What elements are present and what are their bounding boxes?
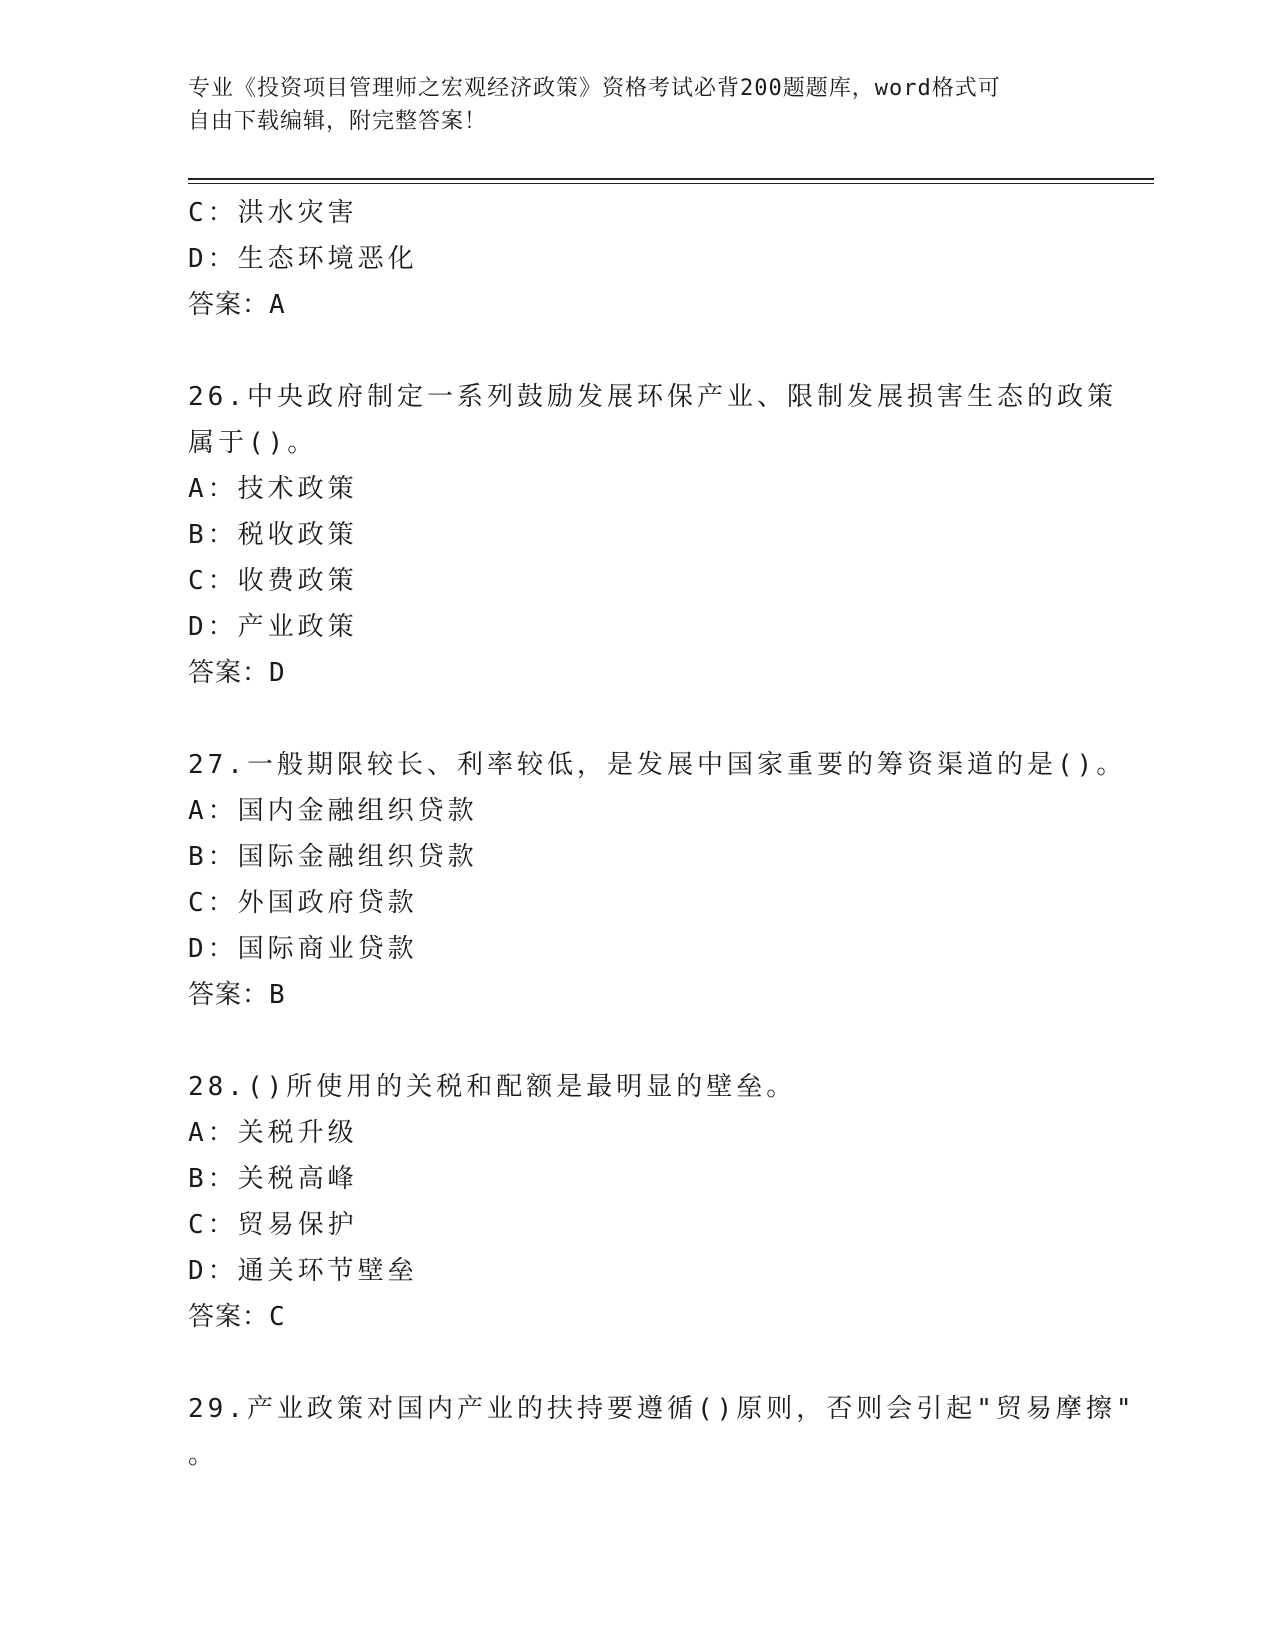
header-divider-thick [188, 178, 1154, 180]
question-block-prev [188, 190, 1088, 328]
option-b: B：国际金融组织贷款 [188, 842, 478, 872]
spacer [188, 1018, 1088, 1064]
option-c: C：洪水灾害 [188, 198, 358, 228]
option-b: B：关税高峰 [188, 1164, 358, 1194]
option-d: D：产业政策 [188, 612, 358, 642]
header-line-1: 专业《投资项目管理师之宏观经济政策》资格考试必背200题题库，word格式可 [188, 76, 1001, 101]
option-c: C：贸易保护 [188, 1210, 358, 1240]
header-line-2: 自由下载编辑，附完整答案！ [188, 109, 488, 134]
question-block-27 [188, 742, 1127, 1018]
option-a: A：技术政策 [188, 474, 358, 504]
option-d: D：国际商业贷款 [188, 934, 418, 964]
option-a: A：关税升级 [188, 1118, 358, 1148]
question-text: 28.()所使用的关税和配额是最明显的壁垒。 [188, 1072, 797, 1102]
question-block-28 [188, 1064, 1088, 1340]
answer-line: 答案：A [188, 290, 286, 320]
answer-line: 答案：B [188, 980, 286, 1010]
header-divider-thin [188, 183, 1154, 184]
answer-line: 答案：D [188, 658, 286, 688]
spacer [188, 696, 1088, 742]
question-text-cont: 。 [188, 1440, 219, 1470]
option-c: C：外国政府贷款 [188, 888, 418, 918]
option-d: D：生态环境恶化 [188, 244, 418, 274]
question-text: 26.中央政府制定一系列鼓励发展环保产业、限制发展损害生态的政策 [188, 382, 1117, 412]
question-text: 29.产业政策对国内产业的扶持要遵循()原则，否则会引起"贸易摩擦" [188, 1394, 1136, 1424]
question-block-29 [188, 1386, 1136, 1478]
option-a: A：国内金融组织贷款 [188, 796, 478, 826]
option-c: C：收费政策 [188, 566, 358, 596]
spacer [188, 1340, 1088, 1386]
question-text-cont: 属于()。 [188, 428, 318, 458]
question-block-26 [188, 374, 1117, 696]
option-d: D：通关环节壁垒 [188, 1256, 418, 1286]
question-text: 27.一般期限较长、利率较低，是发展中国家重要的筹资渠道的是()。 [188, 750, 1127, 780]
spacer [188, 328, 1088, 374]
document-header [188, 72, 1068, 138]
question-list [188, 190, 1136, 1478]
option-b: B：税收政策 [188, 520, 358, 550]
answer-line: 答案：C [188, 1302, 286, 1332]
